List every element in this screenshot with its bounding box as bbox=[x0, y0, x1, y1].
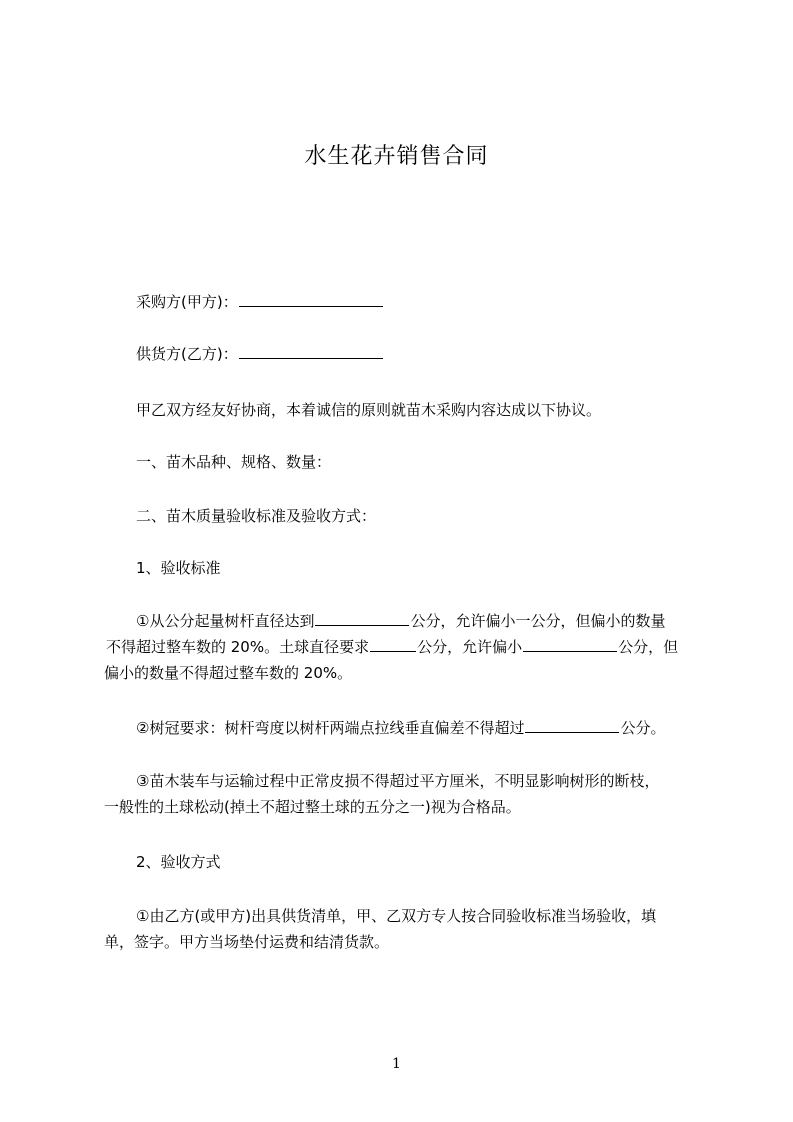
item-4-line-2: 单，签字。甲方当场垫付运费和结清货款。 bbox=[104, 933, 390, 951]
item-1-line-2 bbox=[106, 637, 678, 657]
item-2-line bbox=[136, 718, 665, 738]
crown-deviation-blank bbox=[525, 718, 619, 733]
item-3-line-1: ③苗木装车与运输过程中正常皮损不得超过平方厘米，不明显影响树形的断枝， bbox=[136, 772, 660, 790]
subsection-1-heading: 1、验收标准 bbox=[136, 559, 221, 577]
section-1-heading: 一、苗木品种、规格、数量： bbox=[136, 453, 332, 471]
item-2-text-a: ②树冠要求：树杆弯度以树杆两端点拉线垂直偏差不得超过 bbox=[136, 719, 525, 737]
item-1-line-1 bbox=[136, 611, 665, 631]
buyer-label: 采购方(甲方)： bbox=[136, 293, 238, 311]
item-1-text-b: 公分，允许偏小一公分，但偏小的数量 bbox=[410, 612, 666, 630]
item-1-text-e: 公分，但 bbox=[618, 638, 679, 656]
buyer-blank bbox=[239, 292, 383, 307]
item-1-text-c: 不得超过整车数的 20%。土球直径要求 bbox=[106, 638, 370, 656]
item-1-text-d: 公分，允许偏小 bbox=[417, 638, 523, 656]
subsection-2-heading: 2、验收方式 bbox=[136, 853, 221, 871]
supplier-label: 供货方(乙方)： bbox=[136, 345, 238, 363]
tolerance-blank bbox=[523, 637, 617, 652]
document-title: 水生花卉销售合同 bbox=[304, 144, 489, 169]
item-4-line-1: ①由乙方(或甲方)出具供货清单，甲、乙双方专人按合同验收标准当场验收，填 bbox=[136, 907, 657, 925]
item-3-line-2: 一般性的土球松动(掉土不超过整土球的五分之一)视为合格品。 bbox=[104, 798, 521, 816]
buyer-line bbox=[136, 292, 384, 312]
page-number: 1 bbox=[392, 1056, 401, 1072]
item-1-line-3: 偏小的数量不得超过整车数的 20%。 bbox=[104, 664, 353, 682]
item-2-text-b: 公分。 bbox=[620, 719, 666, 737]
supplier-blank bbox=[239, 344, 383, 359]
intro-paragraph: 甲乙双方经友好协商，本着诚信的原则就苗木采购内容达成以下协议。 bbox=[136, 401, 602, 419]
section-2-heading: 二、苗木质量验收标准及验收方式： bbox=[136, 507, 377, 525]
supplier-line bbox=[136, 344, 384, 364]
diameter-blank bbox=[315, 611, 409, 626]
root-ball-blank bbox=[370, 637, 416, 652]
item-1-text-a: ①从公分起量树杆直径达到 bbox=[136, 612, 315, 630]
